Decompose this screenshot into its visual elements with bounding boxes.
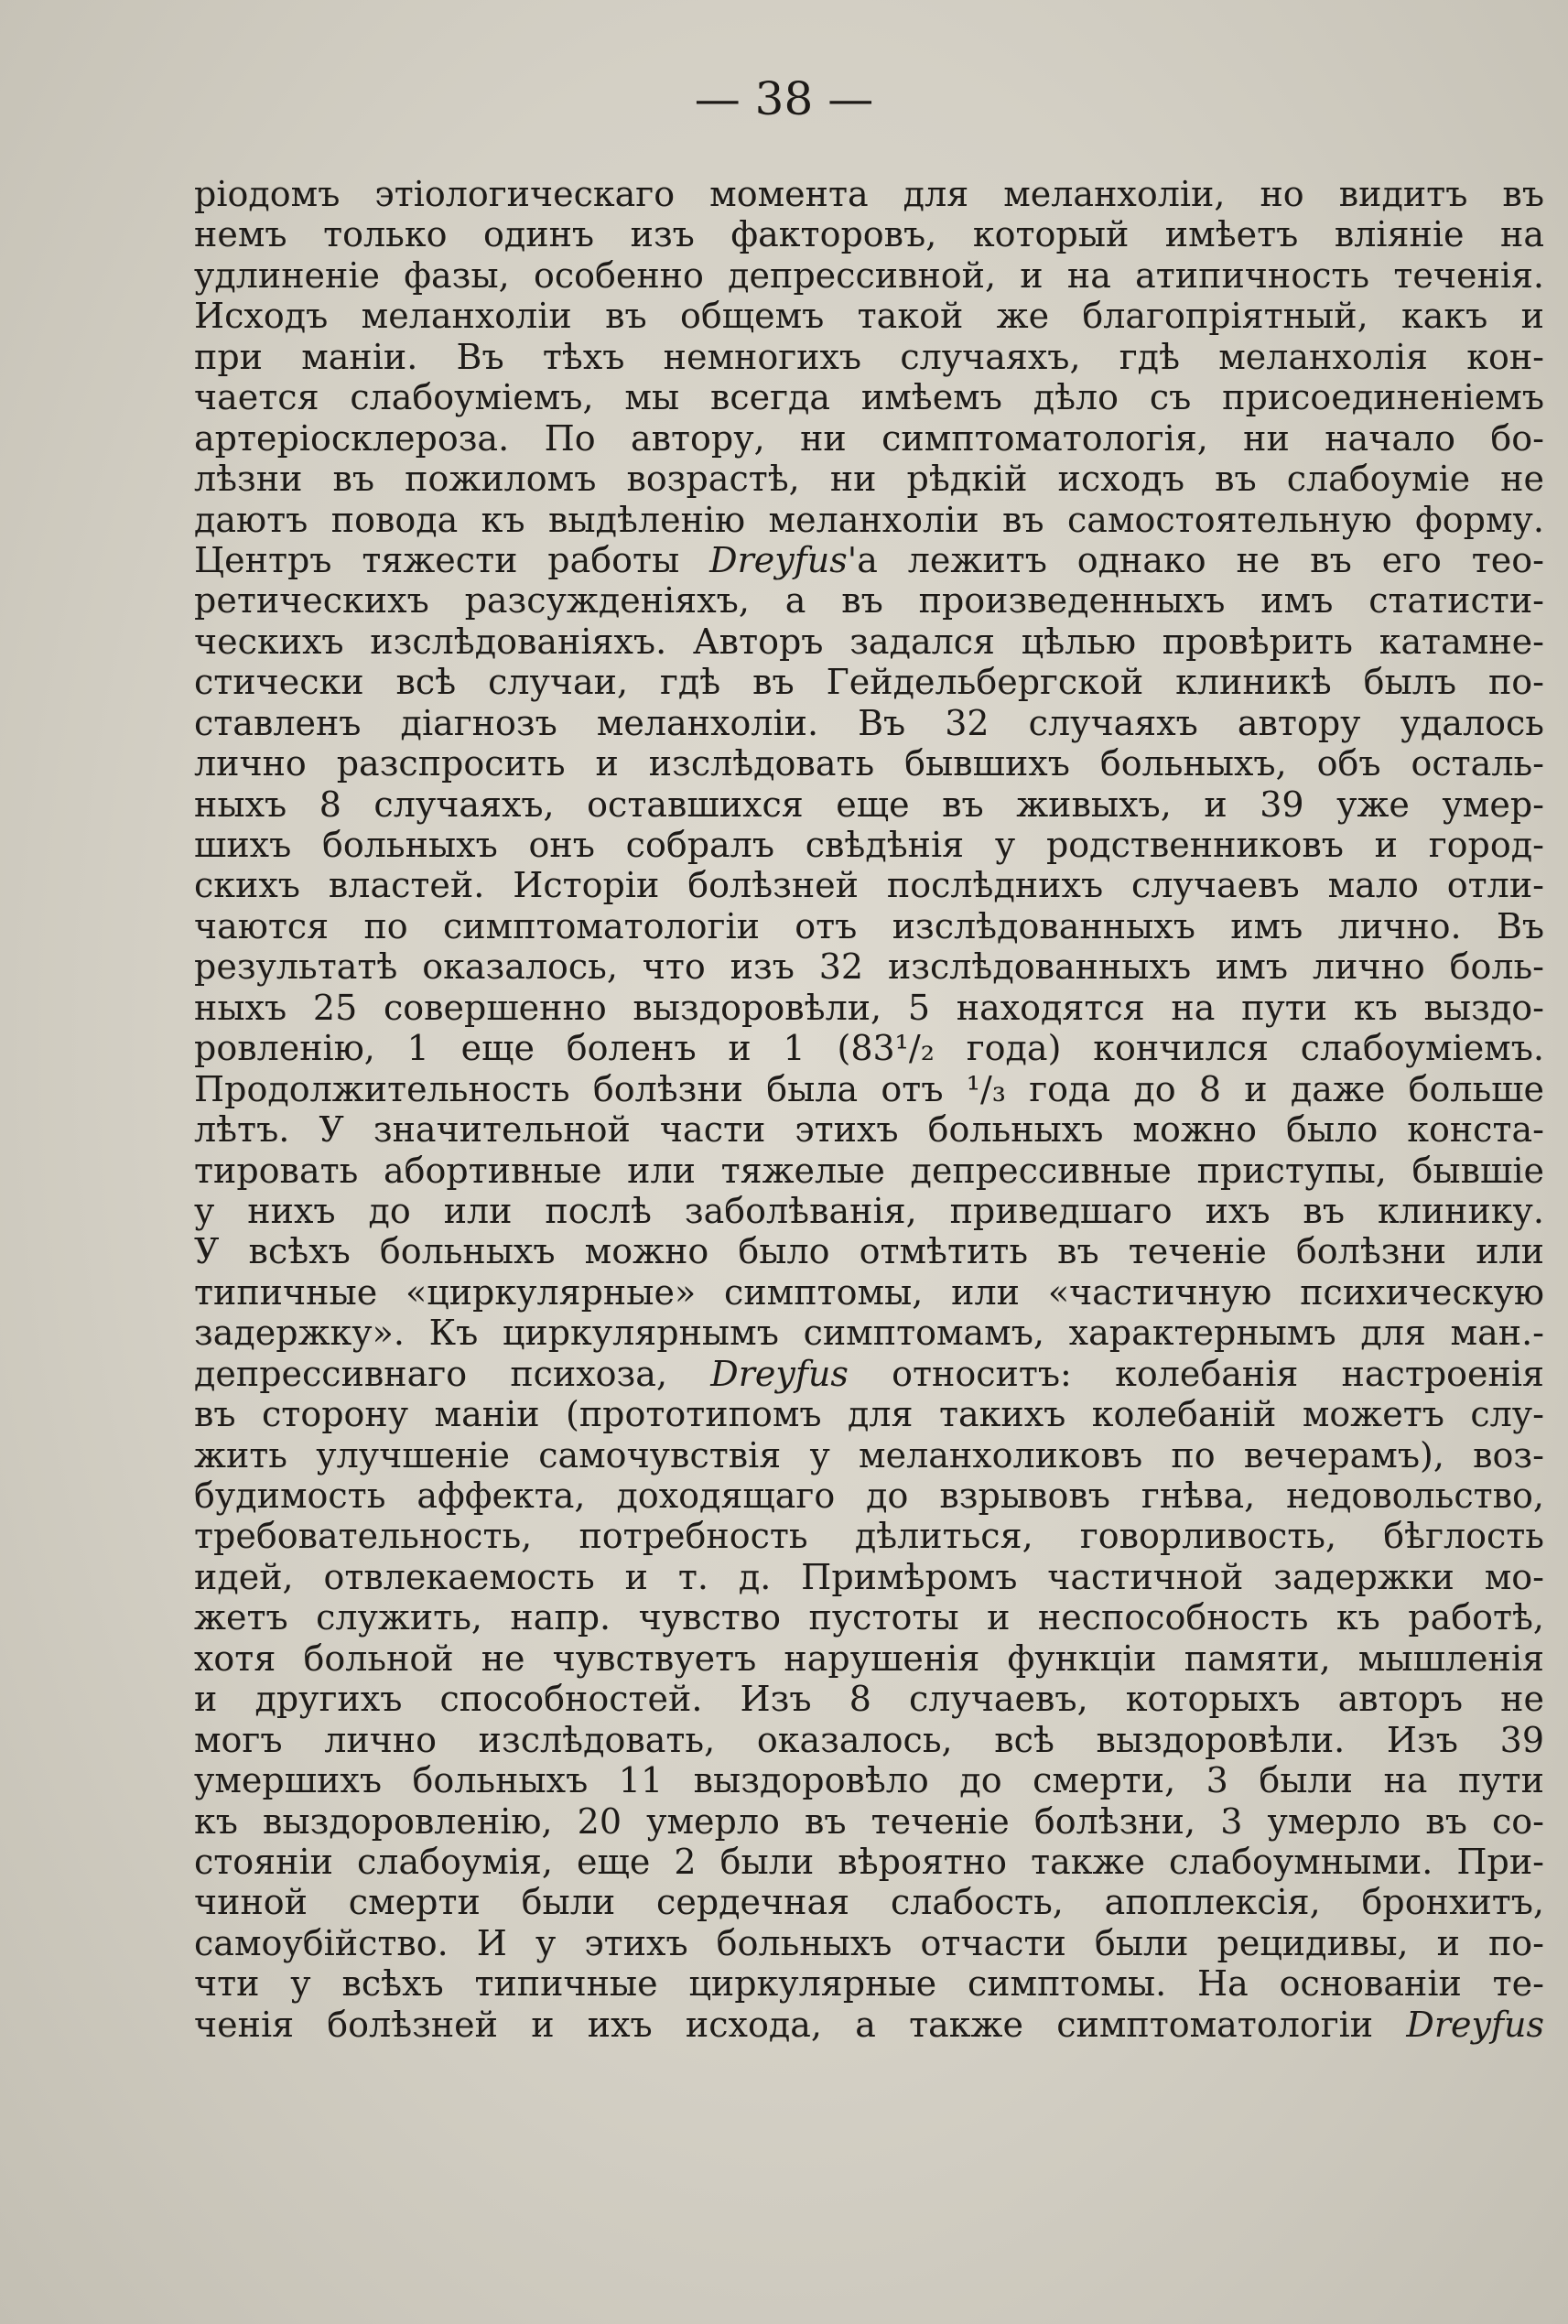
text-line: лично разспросить и изслѣдовать бывшихъ больныхъ, объ осталь- (194, 743, 1544, 784)
text-line: при маніи. Въ тѣхъ немногихъ случаяхъ, гдѣ меланхолія кон- (194, 336, 1544, 377)
text-line: удлиненіе фазы, особенно депрессивной, и на атипичность теченія. (194, 254, 1544, 296)
text-line: самоубійство. И у этихъ больныхъ отчасти были рецидивы, и по- (194, 1922, 1544, 1963)
text-line: жетъ служить, напр. чувство пустоты и неспособность къ работѣ, (194, 1597, 1544, 1638)
text-line: ченія болѣзней и ихъ исхода, а также симптоматологіи Dreyfus (194, 2004, 1544, 2045)
text-line: чти у всѣхъ типичные циркулярные симптомы. На основаніи те- (194, 1963, 1544, 2005)
text-line: стояніи слабоумія, еще 2 были вѣроятно также слабоумными. При- (194, 1841, 1544, 1882)
text-line: скихъ властей. Исторіи болѣзней послѣднихъ случаевъ мало отли- (194, 865, 1544, 906)
text-line: тировать абортивные или тяжелые депрессивные приступы, бывшіе (194, 1150, 1544, 1191)
author-name: Dreyfus (709, 539, 848, 580)
text-line: будимость аффекта, доходящаго до взрывовъ гнѣва, недовольство, (194, 1475, 1544, 1516)
text-line: Исходъ меланхоліи въ общемъ такой же благопріятный, какъ и (194, 296, 1544, 337)
text-body (194, 174, 1544, 2045)
text-line: идей, отвлекаемость и т. д. Примѣромъ частичной задержки мо- (194, 1556, 1544, 1597)
page-number: — 38 — (694, 72, 874, 125)
text-line: Центръ тяжести работы Dreyfus'а лежитъ однако не въ его тео- (194, 539, 1544, 580)
text-line: чаются по симптоматологіи отъ изслѣдованныхъ имъ лично. Въ (194, 905, 1544, 946)
text-line: лѣзни въ пожиломъ возрастѣ, ни рѣдкій исходъ въ слабоуміе не (194, 459, 1544, 500)
text-line: ныхъ 25 совершенно выздоровѣли, 5 находятся на пути къ выздо- (194, 987, 1544, 1028)
text-line: жить улучшеніе самочувствія у меланхоликовъ по вечерамъ), воз- (194, 1434, 1544, 1475)
text-line: У всѣхъ больныхъ можно было отмѣтить въ теченіе болѣзни или (194, 1231, 1544, 1272)
text-line: депрессивнаго психоза, Dreyfus относитъ: колебанія настроенія (194, 1353, 1544, 1394)
text-line: ставленъ діагнозъ меланхоліи. Въ 32 случаяхъ автору удалось (194, 702, 1544, 743)
text-line: могъ лично изслѣдовать, оказалось, всѣ выздоровѣли. Изъ 39 (194, 1719, 1544, 1760)
text-line: и другихъ способностей. Изъ 8 случаевъ, которыхъ авторъ не (194, 1679, 1544, 1720)
text-line: умершихъ больныхъ 11 выздоровѣло до смерти, 3 были на пути (194, 1760, 1544, 1801)
text-line: требовательность, потребность дѣлиться, говорливость, бѣглость (194, 1516, 1544, 1557)
text-line: ческихъ изслѣдованіяхъ. Авторъ задался цѣлью провѣрить катамне- (194, 621, 1544, 662)
text-line: стически всѣ случаи, гдѣ въ Гейдельбергской клиникѣ былъ по- (194, 662, 1544, 703)
text-line: типичные «циркулярные» симптомы, или «частичную психическую (194, 1271, 1544, 1313)
text-line: у нихъ до или послѣ заболѣванія, приведшаго ихъ въ клинику. (194, 1190, 1544, 1231)
text-line: ріодомъ этіологическаго момента для меланхоліи, но видитъ въ (194, 174, 1544, 214)
text-line: ровленію, 1 еще боленъ и 1 (83¹/₂ года) кончился слабоуміемъ. (194, 1028, 1544, 1069)
text-line: шихъ больныхъ онъ собралъ свѣдѣнія у родственниковъ и город- (194, 825, 1544, 865)
text-line: Продолжительность болѣзни была отъ ¹/₃ года до 8 и даже больше (194, 1068, 1544, 1109)
text-line: ныхъ 8 случаяхъ, оставшихся еще въ живыхъ, и 39 уже умер- (194, 784, 1544, 825)
text-line: лѣтъ. У значительной части этихъ больныхъ можно было конста- (194, 1109, 1544, 1151)
text-line: хотя больной не чувствуетъ нарушенія функціи памяти, мышленія (194, 1638, 1544, 1679)
text-line: къ выздоровленію, 20 умерло въ теченіе болѣзни, 3 умерло въ со- (194, 1800, 1544, 1842)
text-line: результатѣ оказалось, что изъ 32 изслѣдованныхъ имъ лично боль- (194, 946, 1544, 988)
text-line: задержку». Къ циркулярнымъ симптомамъ, характернымъ для ман.- (194, 1313, 1544, 1354)
text-line: ретическихъ разсужденіяхъ, а въ произведенныхъ имъ статисти- (194, 580, 1544, 622)
text-line: чиной смерти были сердечная слабость, апоплексія, бронхитъ, (194, 1882, 1544, 1923)
text-line: даютъ повода къ выдѣленію меланхоліи въ самостоятельную форму. (194, 499, 1544, 540)
text-line: чается слабоуміемъ, мы всегда имѣемъ дѣло съ присоединеніемъ (194, 377, 1544, 418)
text-line: немъ только одинъ изъ факторовъ, который имѣетъ вліяніе на (194, 214, 1544, 255)
author-name: Dreyfus (1406, 2004, 1544, 2045)
author-name: Dreyfus (710, 1353, 849, 1394)
text-line: артеріосклероза. По автору, ни симптоматологія, ни начало бо- (194, 417, 1544, 459)
text-line: въ сторону маніи (прототипомъ для такихъ колебаній можетъ слу- (194, 1394, 1544, 1435)
